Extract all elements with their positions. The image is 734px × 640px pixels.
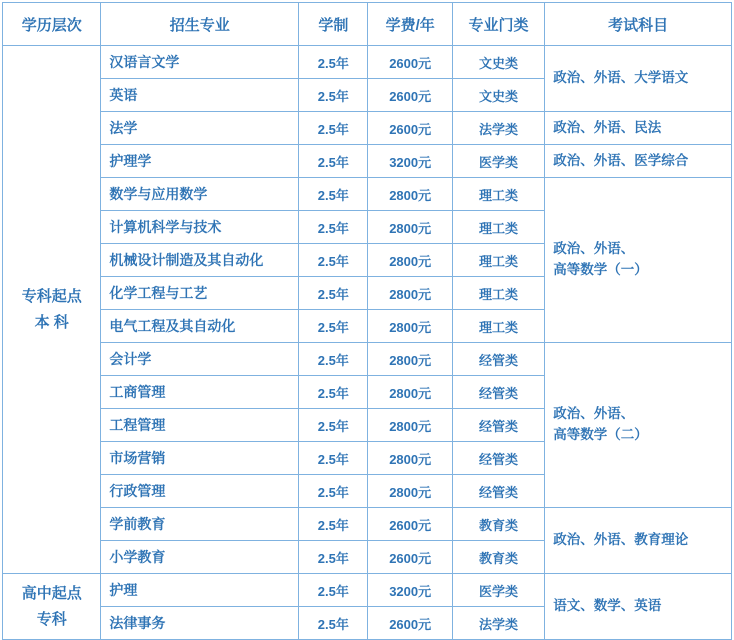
header-subject: 考试科目 (545, 3, 732, 46)
major-name: 工商管理 (101, 376, 299, 409)
fee-value: 2800元 (368, 277, 452, 310)
system-value: 2.5年 (299, 277, 368, 310)
system-value: 2.5年 (299, 508, 368, 541)
table-row (3, 145, 732, 178)
category-value: 经管类 (452, 409, 544, 442)
subject-value (545, 178, 732, 343)
header-fee: 学费/年 (368, 3, 452, 46)
category-value: 理工类 (452, 277, 544, 310)
major-name: 学前教育 (101, 508, 299, 541)
fee-value: 2600元 (368, 541, 452, 574)
major-name: 护理学 (101, 145, 299, 178)
major-name: 会计学 (101, 343, 299, 376)
table-body (3, 46, 732, 640)
fee-value: 2600元 (368, 112, 452, 145)
subject-value: 政治、外语、大学语文 (545, 46, 732, 112)
fee-value: 2800元 (368, 244, 452, 277)
category-value: 文史类 (452, 46, 544, 79)
header-system: 学制 (299, 3, 368, 46)
category-value: 教育类 (452, 508, 544, 541)
category-value: 文史类 (452, 79, 544, 112)
level-college (3, 574, 101, 640)
major-name: 化学工程与工艺 (101, 277, 299, 310)
system-value: 2.5年 (299, 211, 368, 244)
system-value: 2.5年 (299, 574, 368, 607)
major-name: 工程管理 (101, 409, 299, 442)
admission-plan-table (2, 2, 732, 640)
subject-value: 政治、外语、医学综合 (545, 145, 732, 178)
fee-value: 2800元 (368, 376, 452, 409)
subject-value: 政治、外语、教育理论 (545, 508, 732, 574)
category-value: 经管类 (452, 475, 544, 508)
major-name: 数学与应用数学 (101, 178, 299, 211)
fee-value: 2800元 (368, 475, 452, 508)
table-header (3, 3, 732, 46)
subject-line-2: 高等数学（二） (553, 427, 648, 442)
subject-value: 政治、外语、民法 (545, 112, 732, 145)
category-value: 理工类 (452, 244, 544, 277)
subject-line-2: 高等数学（一） (553, 262, 648, 277)
level-line-2: 本 科 (34, 313, 69, 331)
system-value: 2.5年 (299, 376, 368, 409)
major-name: 机械设计制造及其自动化 (101, 244, 299, 277)
fee-value: 2800元 (368, 211, 452, 244)
category-value: 法学类 (452, 112, 544, 145)
major-name: 法律事务 (101, 607, 299, 640)
level-line-1: 高中起点 (21, 585, 82, 602)
category-value: 法学类 (452, 607, 544, 640)
category-value: 教育类 (452, 541, 544, 574)
system-value: 2.5年 (299, 310, 368, 343)
system-value: 2.5年 (299, 79, 368, 112)
system-value: 2.5年 (299, 541, 368, 574)
header-row (3, 3, 732, 46)
level-line-2: 专科 (36, 610, 67, 628)
category-value: 经管类 (452, 442, 544, 475)
table-row (3, 574, 732, 607)
major-name: 市场营销 (101, 442, 299, 475)
fee-value: 3200元 (368, 574, 452, 607)
header-major: 招生专业 (101, 3, 299, 46)
major-name: 护理 (101, 574, 299, 607)
category-value: 经管类 (452, 376, 544, 409)
system-value: 2.5年 (299, 178, 368, 211)
major-name: 法学 (101, 112, 299, 145)
category-value: 医学类 (452, 145, 544, 178)
fee-value: 2800元 (368, 178, 452, 211)
system-value: 2.5年 (299, 244, 368, 277)
fee-value: 2600元 (368, 79, 452, 112)
system-value: 2.5年 (299, 607, 368, 640)
major-name: 行政管理 (101, 475, 299, 508)
system-value: 2.5年 (299, 145, 368, 178)
category-value: 经管类 (452, 343, 544, 376)
fee-value: 2600元 (368, 607, 452, 640)
major-name: 电气工程及其自动化 (101, 310, 299, 343)
fee-value: 2800元 (368, 409, 452, 442)
header-category: 专业门类 (452, 3, 544, 46)
major-name: 英语 (101, 79, 299, 112)
category-value: 医学类 (452, 574, 544, 607)
system-value: 2.5年 (299, 409, 368, 442)
table-row (3, 46, 732, 79)
subject-value: 语文、数学、英语 (545, 574, 732, 640)
fee-value: 2800元 (368, 310, 452, 343)
level-line-1: 专科起点 (21, 288, 82, 305)
table-row (3, 178, 732, 211)
fee-value: 2600元 (368, 508, 452, 541)
category-value: 理工类 (452, 211, 544, 244)
system-value: 2.5年 (299, 442, 368, 475)
major-name: 汉语言文学 (101, 46, 299, 79)
category-value: 理工类 (452, 178, 544, 211)
category-value: 理工类 (452, 310, 544, 343)
fee-value: 2600元 (368, 46, 452, 79)
system-value: 2.5年 (299, 343, 368, 376)
subject-line-1: 政治、外语、 (553, 406, 635, 422)
subject-value (545, 343, 732, 508)
system-value: 2.5年 (299, 475, 368, 508)
major-name: 计算机科学与技术 (101, 211, 299, 244)
table-row (3, 112, 732, 145)
table-row (3, 343, 732, 376)
table-row (3, 508, 732, 541)
fee-value: 3200元 (368, 145, 452, 178)
system-value: 2.5年 (299, 112, 368, 145)
subject-line-1: 政治、外语、 (553, 241, 635, 257)
major-name: 小学教育 (101, 541, 299, 574)
level-undergraduate (3, 46, 101, 574)
system-value: 2.5年 (299, 46, 368, 79)
header-level: 学历层次 (3, 3, 101, 46)
fee-value: 2800元 (368, 343, 452, 376)
fee-value: 2800元 (368, 442, 452, 475)
